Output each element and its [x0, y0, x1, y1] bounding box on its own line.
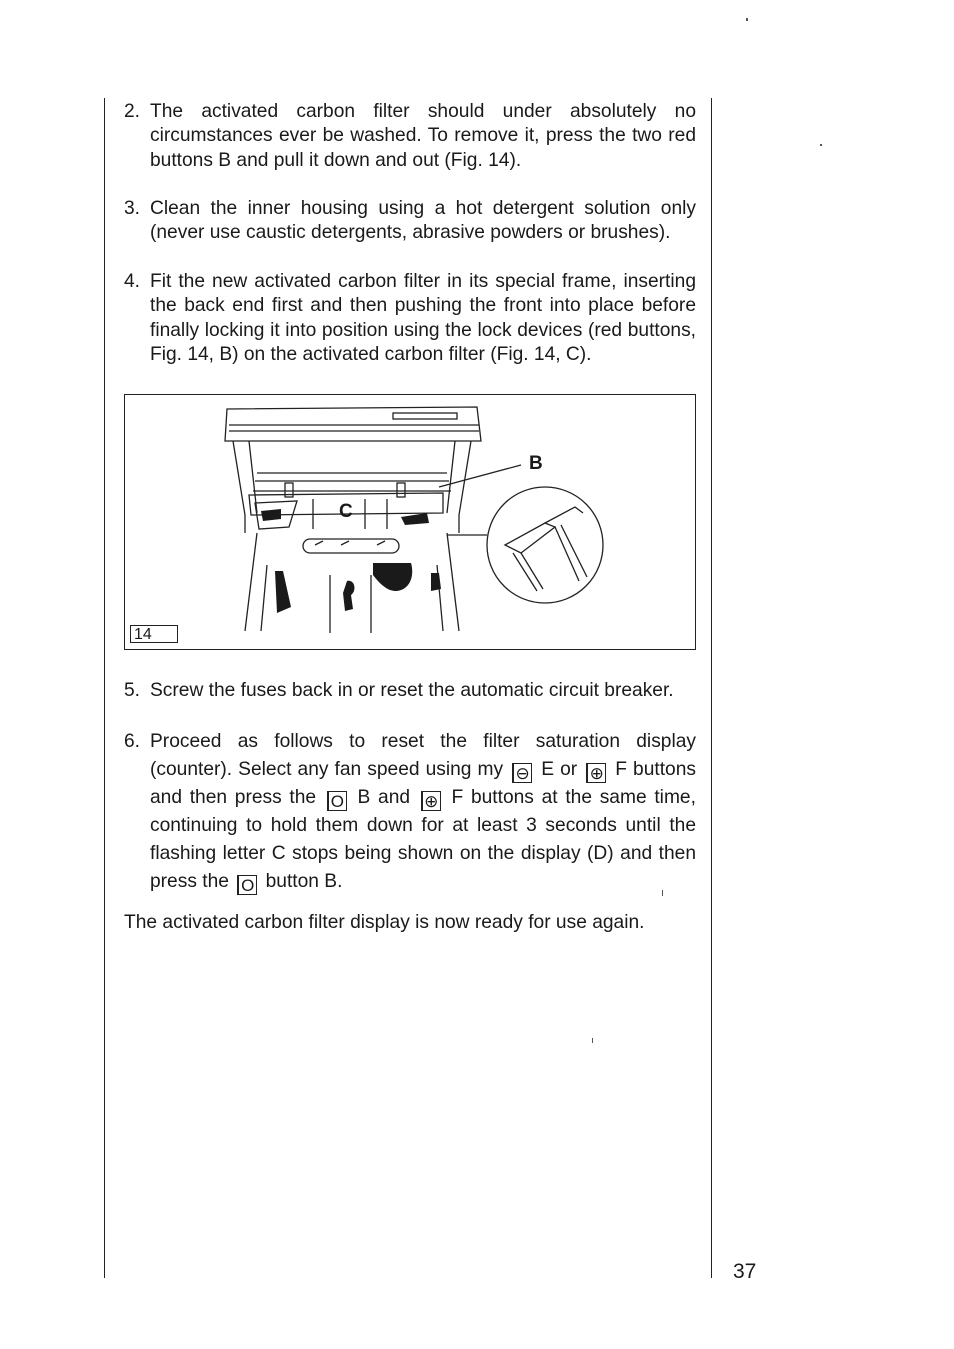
off-button-icon: O: [327, 791, 347, 811]
step-number: 4.: [124, 271, 141, 292]
callout-b-label: B: [529, 453, 543, 474]
step-number: 3.: [124, 198, 141, 219]
step-3: [124, 197, 696, 246]
step-text: Clean the inner housing using a hot detergent solution only (never use caustic detergents, abrasive powders or brushes).: [150, 198, 696, 244]
scan-speck: [592, 1038, 593, 1043]
step-number: 5.: [124, 680, 141, 701]
step-6-part-b: E or: [541, 759, 578, 780]
fan-minus-button-icon: ⊖: [512, 763, 532, 783]
step-text: The activated carbon filter should under absolutely no circumstances ever be washed. To remove it, press the two red buttons B and pull it down and out (Fig. 14).: [150, 101, 696, 171]
scan-speck: [662, 890, 663, 896]
step-2: [124, 100, 696, 173]
step-number: 6.: [124, 731, 141, 752]
step-6-part-d: B and: [357, 787, 411, 808]
step-6-part-a: Proceed as follows to reset the filter saturation display (counter). Select any fan speed using my: [150, 731, 696, 780]
figure-number-label: 14: [130, 625, 178, 643]
step-text: Fit the new activated carbon filter in its special frame, inserting the back end first and then pushing the front into place before finally locking it into position using the lock devices (red buttons, Fig. 14, B) on the activated carbon filter (Fig. 14, C).: [150, 271, 696, 366]
step-6-part-c: F buttons and then press the: [150, 759, 696, 808]
figure-14: [124, 394, 696, 650]
hood-illustration: [125, 395, 697, 651]
step-6: [124, 728, 696, 896]
scan-speck: [746, 18, 748, 21]
step-text: Screw the fuses back in or reset the automatic circuit breaker.: [150, 680, 674, 701]
page-number: 37: [733, 1260, 757, 1283]
fan-plus-button-icon: ⊕: [586, 763, 606, 783]
step-4: [124, 270, 696, 368]
fan-plus-button-icon: ⊕: [421, 791, 441, 811]
step-number: 2.: [124, 101, 141, 122]
right-margin-rule: [711, 98, 712, 1278]
step-text: [150, 728, 696, 896]
scan-speck: [820, 144, 822, 146]
closing-note: The activated carbon filter display is now ready for use again.: [124, 912, 645, 933]
off-button-icon: O: [237, 875, 257, 895]
step-6-part-e: F buttons at the same time, continuing to hold them down for at least 3 seconds until the flashing letter C stops being shown on the display (D) and then press the: [150, 787, 696, 892]
step-6-part-f: button B.: [265, 871, 343, 892]
callout-c-label: C: [339, 501, 353, 522]
left-margin-rule: [104, 98, 105, 1278]
step-5: [124, 679, 696, 703]
